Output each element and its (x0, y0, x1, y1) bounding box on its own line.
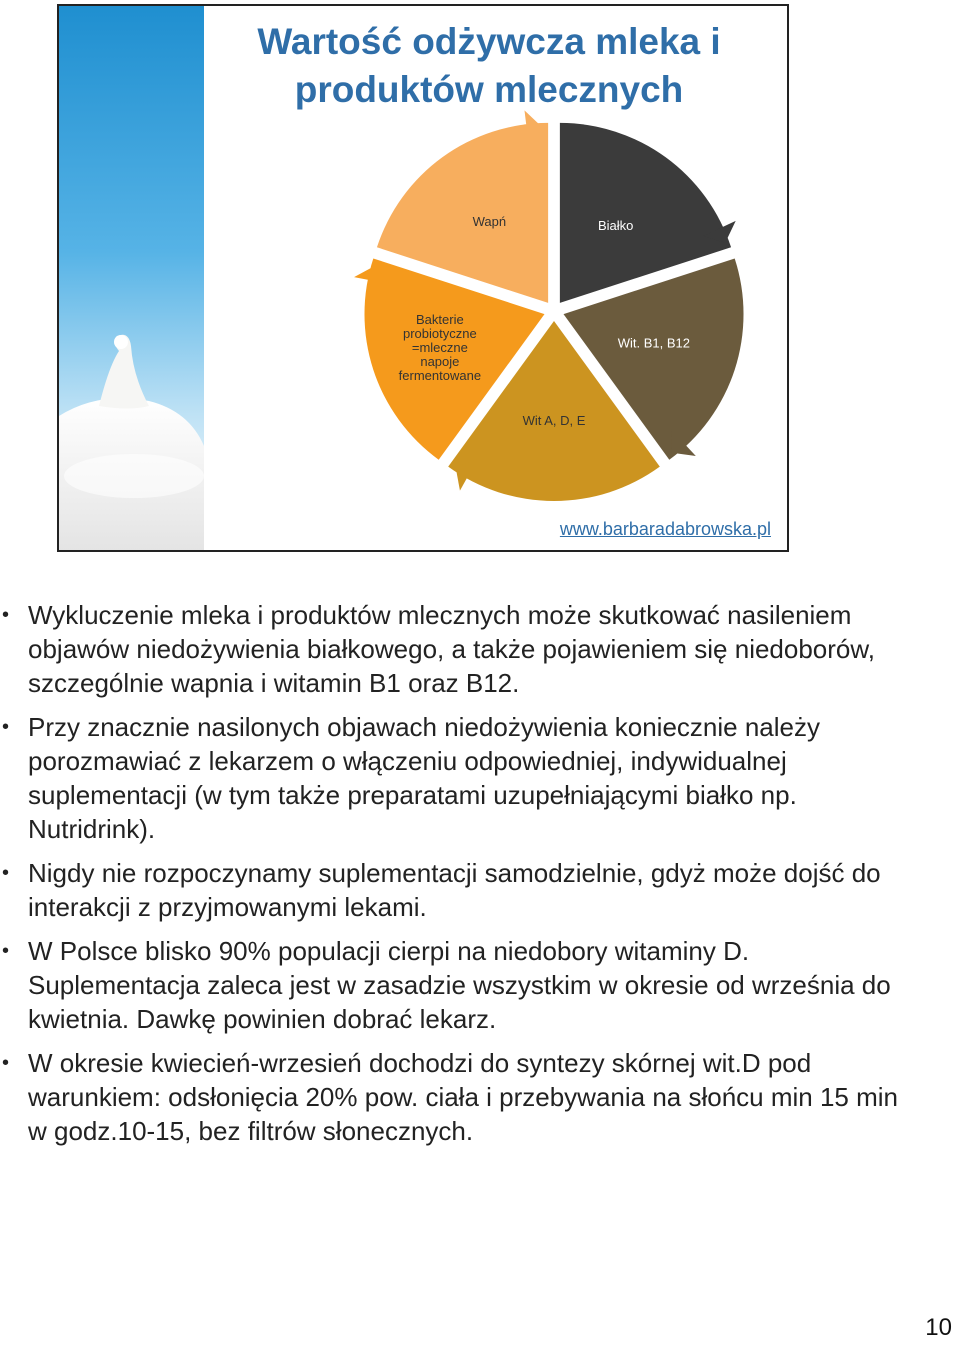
diagram-segment-label (523, 413, 586, 428)
diagram-segment-label (598, 218, 633, 233)
bullet-dot-icon: • (2, 716, 10, 738)
diagram-label-line: fermentowane (398, 368, 482, 384)
bullet-dot-icon: • (2, 940, 10, 962)
bullet-text: Nigdy nie rozpoczynamy suplementacji samodzielnie, gdyż może dojść do interakcji z przyjmowanymi lekami. (28, 858, 881, 922)
diagram-label-line: Wit. B1, B12 (617, 335, 690, 351)
diagram-label-line: Wapń (472, 214, 507, 230)
bullet-list (0, 598, 910, 1158)
diagram-label-line: =mleczne (411, 340, 468, 356)
bullet-item (0, 1046, 910, 1148)
slide-image (57, 4, 789, 552)
diagram-label-line: napoje (420, 354, 460, 370)
diagram-segment-label (618, 335, 690, 350)
bullet-dot-icon: • (2, 862, 10, 884)
bullet-item (0, 710, 910, 846)
bullet-item (0, 598, 910, 700)
bullet-text: W Polsce blisko 90% populacji cierpi na niedobory witaminy D. Suplementacja zaleca jest w zasadzie wszystkim w okresie od września do kwietnia. Dawkę powinien dobrać lekarz. (28, 936, 891, 1034)
slide-title-line-2: produktów mlecznych (294, 69, 684, 110)
bullet-item (0, 856, 910, 924)
nutrition-pie-diagram (59, 6, 787, 550)
diagram-label-line: Wit A, D, E (522, 413, 586, 428)
page-number: 10 (925, 1314, 952, 1341)
bullet-dot-icon: • (2, 1052, 10, 1074)
bullet-dot-icon: • (2, 604, 10, 626)
bullet-text: W okresie kwiecień-wrzesień dochodzi do syntezy skórnej wit.D pod warunkiem: odsłonięcia 20% pow. ciała i przebywania na słońcu min 15 min w godz.10-15, bez filtrów słonecznych. (28, 1048, 899, 1146)
slide-title-line-1: Wartość odżywcza mleka i (257, 21, 721, 62)
diagram-segment-label (473, 214, 506, 229)
bullet-item (0, 934, 910, 1036)
diagram-label-line: Bakterie (416, 312, 464, 328)
source-url-link[interactable]: www.barbaradabrowska.pl (559, 519, 771, 539)
bullet-text: Przy znacznie nasilonych objawach niedożywienia koniecznie należy porozmawiać z lekarzem o włączeniu odpowiedniej, indywidualnej suplementacji (w tym także preparatami uzupełniającymi białko np. Nutridrink). (28, 712, 820, 844)
bullet-text: Wykluczenie mleka i produktów mlecznych może skutkować nasileniem objawów niedożywienia białkowego, a także pojawieniem się niedoborów, szczególnie wapnia i witamin B1 oraz B12. (28, 600, 875, 698)
diagram-label-line: Białko (598, 218, 634, 234)
diagram-label-line: probiotyczne (403, 326, 477, 342)
